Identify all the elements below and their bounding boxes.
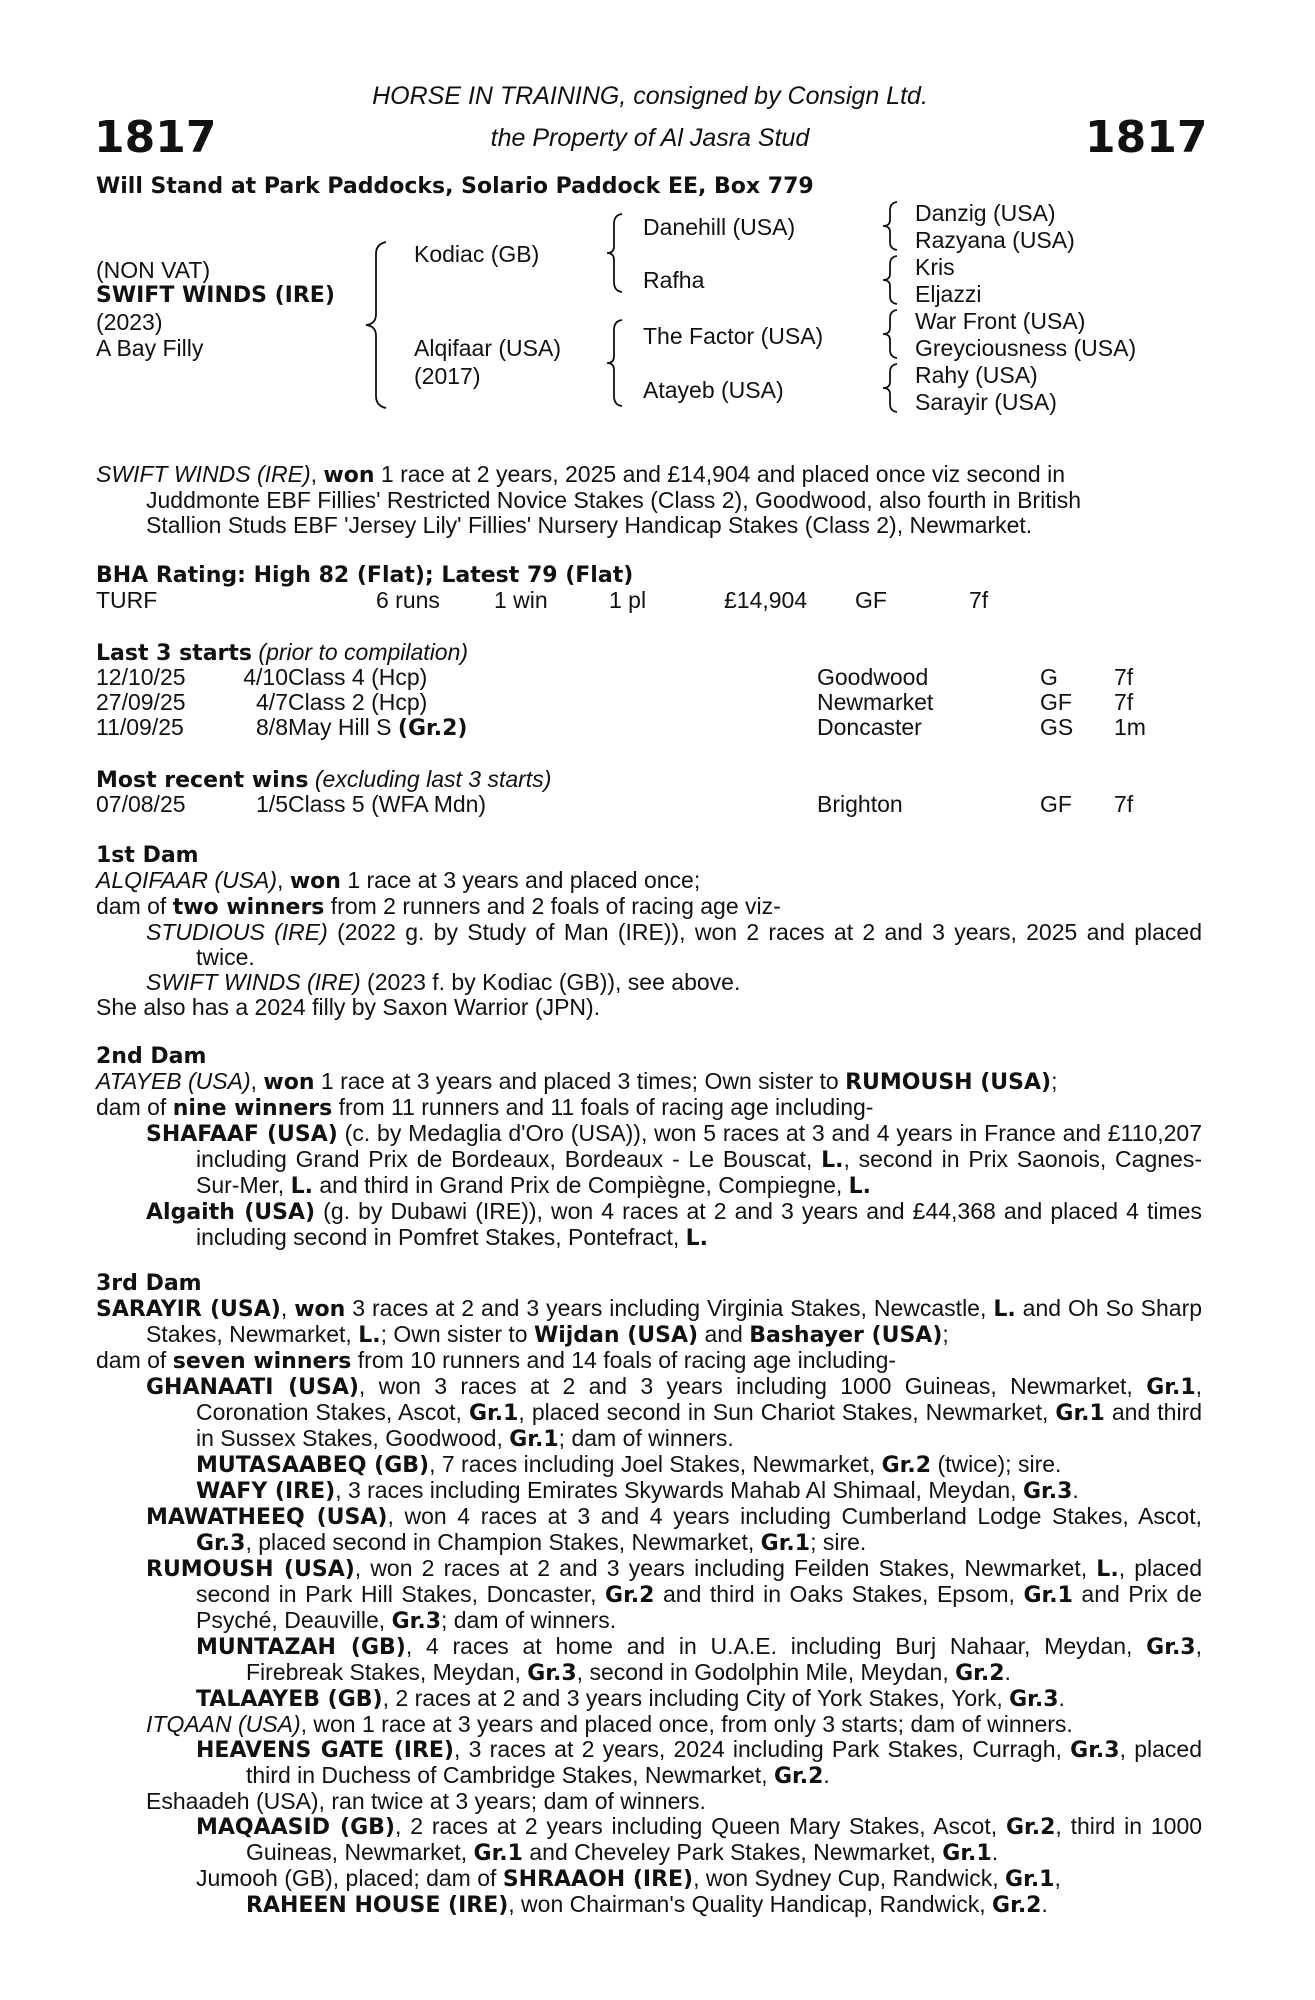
form-pos: 1/5: [256, 791, 288, 817]
second-dam-progeny-1: [96, 1121, 1202, 1199]
form-date: 07/08/25: [96, 791, 186, 817]
recent-wins-heading: [96, 767, 551, 793]
race-grade: Gr.3: [1146, 1635, 1196, 1660]
second-dam-produce-c: from 11 runners and 11 foals of racing age including-: [338, 1094, 874, 1120]
race-grade: Gr.1: [1023, 1583, 1073, 1608]
dam-sire-dam: Greyciousness (USA): [915, 335, 1137, 361]
lot-number-right: 1817: [1085, 112, 1208, 163]
race-grade: Gr.3: [1070, 1738, 1120, 1763]
form-row: [96, 665, 1196, 690]
form-course: Goodwood: [817, 664, 929, 690]
form-course: Newmarket: [817, 689, 934, 715]
third-dam-winners: seven winners: [172, 1349, 352, 1374]
form-pos: 8/8: [256, 714, 288, 740]
progeny-text: , 7 races including Joel Stakes, Newmarket,: [429, 1451, 876, 1477]
progeny-text: ; dam of winners.: [441, 1607, 617, 1633]
progeny-text: ; sire.: [810, 1529, 867, 1555]
third-dam-won: won: [294, 1297, 346, 1322]
lot-number-left: 1817: [94, 112, 217, 163]
progeny-text: , placed second in Sun Chariot Stakes, Newmarket,: [518, 1399, 1049, 1425]
race-grade: Gr.2: [992, 1893, 1042, 1918]
form-dist: 7f: [1114, 664, 1134, 690]
progeny-name: MUNTAZAH (GB): [196, 1635, 406, 1660]
progeny-text: , 4 races at home and in U.A.E. including Burj Nahaar, Meydan,: [405, 1633, 1133, 1659]
progeny-name: MAWATHEEQ (USA): [146, 1505, 388, 1530]
form-row: [96, 690, 1196, 715]
race-grade: Gr.1: [1005, 1867, 1055, 1892]
punct: .: [823, 1762, 830, 1788]
form-race: [288, 715, 467, 741]
first-dam-record: 1 race at 3 years and placed once;: [347, 867, 701, 893]
race-grade: Gr.3: [391, 1609, 442, 1634]
race-grade: L.: [821, 1148, 844, 1173]
progeny-text: (2023 f. by Kodiac (GB)), see above.: [367, 969, 741, 995]
progeny-text: , placed third in Duchess of Cambridge Stakes, Newmarket,: [246, 1736, 1203, 1788]
progeny-name: MUTASAABEQ (GB): [196, 1453, 430, 1478]
progeny-text: (twice); sire.: [937, 1451, 1062, 1477]
dam-dam-sire: Rahy (USA): [915, 362, 1038, 388]
dam-dam: Atayeb (USA): [643, 377, 784, 403]
progeny-text: , third in 1000 Guineas, Newmarket,: [246, 1813, 1203, 1865]
progeny-text: , won 3 races at 2 and 3 years including 1000 Guineas, Newmarket,: [358, 1373, 1133, 1399]
race-grade: Gr.2: [881, 1453, 932, 1478]
summary-text-1: 1 race at 2 years, 2025 and £14,904 and placed once viz second in: [380, 461, 1066, 487]
summary-text-2: Juddmonte EBF Fillies' Restricted Novice Stakes (Class 2), Goodwood, also fourth in British: [146, 487, 1081, 513]
sire-sire: Danehill (USA): [643, 214, 796, 240]
progeny-name: RUMOUSH (USA): [146, 1557, 355, 1582]
progeny-mawatheeq: [96, 1504, 1202, 1556]
sire-sire-sire: Danzig (USA): [915, 200, 1056, 226]
progeny-text: , 2 races at 2 years including Queen Mary Stakes, Ascot,: [395, 1813, 998, 1839]
second-dam-sister: RUMOUSH (USA): [845, 1070, 1052, 1095]
punct: ,: [1054, 1865, 1061, 1891]
rating-surface: TURF: [96, 587, 158, 613]
race-grade: Gr.1: [509, 1427, 559, 1452]
progeny-eshaadeh: Eshaadeh (USA), ran twice at 3 years; dam of winners.: [146, 1788, 706, 1814]
race-grade: L.: [685, 1226, 709, 1251]
punct: .: [1041, 1891, 1048, 1917]
first-dam-progeny-2: [96, 970, 1202, 995]
sire: Kodiac (GB): [414, 241, 540, 267]
form-date: 27/09/25: [96, 689, 186, 715]
second-dam-section: 2nd Dam ATAYEB (USA), won 1 race at 3 years and placed 3 times; Own sister to RUMOUSH (USA); dam of nine winners from 11 runners and 11 foals of racing age including- SHAFAAF (USA) (c. by Medaglia d'Oro (USA)), won 5 races at 3 and 4 years in France and £110,207 including Grand Prix de Bordeaux, Bordeaux - Le Bouscat, L., second in Prix Saonois, Cagnes-Sur-Mer, L. and third in Grand Prix de Compiègne, Compiegne, L. Algaith (USA) (g. by Dubawi (IRE)), won 4 races at 2 and 3 years and £44,368 and placed 4 times including second in Pomfret Stakes, Pontefract, L.: [96, 1044, 1203, 1251]
sire-dam-dam: Eljazzi: [915, 281, 982, 307]
summary-horse-name: SWIFT WINDS (IRE): [96, 461, 311, 487]
progeny-text: , placed second in Champion Stakes, Newmarket,: [245, 1529, 755, 1555]
horse-name: SWIFT WINDS (IRE): [96, 283, 335, 308]
progeny-text: , Coronation Stakes, Ascot,: [196, 1373, 1203, 1425]
race-grade: Gr.2: [1005, 1815, 1056, 1840]
progeny-text: , won 2 races at 2 and 3 years including Feilden Stakes, Newmarket,: [354, 1555, 1088, 1581]
progeny-text: (c. by Medaglia d'Oro (USA)), won 5 races at 3 and 4 years in France and £110,207 including Grand Prix de Bordeaux, Bordeaux - Le Bouscat,: [196, 1120, 1203, 1172]
progeny-text: , 3 races including Emirates Skywards Mahab Al Shimaal, Meydan,: [335, 1477, 1017, 1503]
rating-runs: 6 runs: [376, 587, 440, 613]
progeny-text: , won Sydney Cup, Randwick,: [693, 1865, 999, 1891]
form-race: Class 5 (WFA Mdn): [288, 791, 487, 817]
progeny-name: STUDIOUS (IRE): [146, 919, 328, 945]
progeny-mutasaabeq: [96, 1452, 1202, 1478]
sire-dam: Rafha: [643, 267, 705, 293]
rating-wins: 1 win: [494, 587, 548, 613]
progeny-raheen-house: [96, 1892, 1202, 1918]
form-going: G: [1040, 664, 1058, 690]
recent-wins-title: Most recent wins: [96, 768, 309, 793]
stand-location: Will Stand at Park Paddocks, Solario Paddock EE, Box 779: [96, 174, 814, 199]
sister-name: Wijdan (USA): [533, 1323, 699, 1348]
progeny-name: ITQAAN (USA): [146, 1711, 301, 1737]
progeny-text: , won 4 races at 3 and 4 years including Cumberland Lodge Stakes, Ascot,: [387, 1503, 1202, 1529]
dam-sire-sire: War Front (USA): [915, 308, 1086, 334]
progeny-text: and Prix de Psyché, Deauville,: [196, 1581, 1202, 1633]
progeny-maqaasid: [96, 1814, 1202, 1866]
form-pos: 4/10: [243, 664, 288, 690]
progeny-name: GHANAATI (USA): [146, 1375, 359, 1400]
third-dam-section: [96, 1271, 1202, 1918]
summary-won: won: [323, 463, 375, 488]
race-grade: Gr.2: [955, 1661, 1005, 1686]
second-dam-winners: nine winners: [172, 1096, 333, 1121]
form-date: 12/10/25: [96, 664, 186, 690]
progeny-muntazah: [96, 1634, 1202, 1686]
form-going: GF: [1040, 689, 1072, 715]
pedigree-brace-dam: [604, 318, 628, 408]
dam: Alqifaar (USA): [414, 335, 561, 361]
race-grade: Gr.3: [1022, 1479, 1073, 1504]
form-grade: (Gr.2): [397, 716, 468, 741]
progeny-text: and Cheveley Park Stakes, Newmarket,: [529, 1839, 936, 1865]
pedigree-brace-main: [362, 240, 392, 410]
form-dist: 7f: [1114, 791, 1134, 817]
form-going: GF: [1040, 791, 1072, 817]
progeny-name: Algaith (USA): [146, 1200, 316, 1225]
first-dam-produce-a: dam of: [96, 893, 167, 919]
third-dam-produce-a: dam of: [96, 1347, 167, 1373]
third-dam-record: SARAYIR (USA), won 3 races at 2 and 3 years including Virginia Stakes, Newcastle, L. and Oh So Sharp Stakes, Newmarket, L.; Own sister to Wijdan (USA) and Bashayer (USA);: [96, 1295, 1203, 1348]
progeny-text: , 3 races at 2 years, 2024 including Park Stakes, Curragh,: [454, 1736, 1062, 1762]
punct: .: [1072, 1477, 1079, 1503]
race-summary: SWIFT WINDS (IRE), won 1 race at 2 years, 2025 and £14,904 and placed once viz second in Juddmonte EBF Fillies' Restricted Novice Stakes (Class 2), Goodwood, also fourth in British Stallion Studs EBF 'Jersey Lily' Fillies' Nursery Handicap Stakes (Class 2), Newmarket.: [96, 462, 1202, 538]
progeny-text: and third in Oaks Stakes, Epsom,: [662, 1581, 1015, 1607]
recent-wins-note: (excluding last 3 starts): [314, 766, 552, 792]
progeny-text: , second in Godolphin Mile, Meydan,: [576, 1659, 949, 1685]
progeny-rumoush: [96, 1556, 1202, 1634]
race-grade: L.: [290, 1174, 313, 1199]
first-dam-note: She also has a 2024 filly by Saxon Warrior (JPN).: [96, 994, 601, 1020]
progeny-text: , won 1 race at 3 years and placed once, from only 3 starts; dam of winners.: [300, 1711, 1073, 1737]
progeny-text: and third in Grand Prix de Compiègne, Compiegne,: [319, 1172, 843, 1198]
progeny-ghanaati: [96, 1374, 1202, 1452]
progeny-name: MAQAASID (GB): [196, 1815, 395, 1840]
punct: .: [1004, 1659, 1011, 1685]
summary-text-3: Stallion Studs EBF 'Jersey Lily' Fillies' Nursery Handicap Stakes (Class 2), Newmarket.: [146, 512, 1033, 538]
progeny-text: , won Chairman's Quality Handicap, Randwick,: [508, 1891, 986, 1917]
race-grade: L.: [993, 1297, 1016, 1322]
punct: ;: [1051, 1068, 1058, 1094]
progeny-name: SWIFT WINDS (IRE): [146, 969, 361, 995]
record-text: 3 races at 2 and 3 years including Virginia Stakes, Newcastle,: [352, 1295, 987, 1321]
second-dam-heading: 2nd Dam: [96, 1044, 207, 1069]
second-dam-record: 1 race at 3 years and placed 3 times; Own sister to: [320, 1068, 839, 1094]
horse-vat: (NON VAT): [96, 257, 211, 283]
form-course: Brighton: [817, 791, 903, 817]
progeny-name: WAFY (IRE): [196, 1479, 336, 1504]
sire-sire-dam: Razyana (USA): [915, 227, 1075, 253]
progeny-text: , placed second in Park Hill Stakes, Doncaster,: [196, 1555, 1202, 1607]
race-grade: Gr.1: [942, 1841, 992, 1866]
rating-earnings: £14,904: [724, 587, 808, 613]
dam-year: (2017): [414, 363, 481, 389]
progeny-text: Jumooh (GB), placed; dam of: [196, 1865, 497, 1891]
third-dam-produce-c: from 10 runners and 14 foals of racing age including-: [357, 1347, 897, 1373]
third-dam-heading: 3rd Dam: [96, 1271, 202, 1296]
first-dam-progeny-1: [96, 920, 1202, 970]
horse-year: (2023): [96, 309, 163, 335]
dam-dam-dam: Sarayir (USA): [915, 389, 1057, 415]
race-grade: Gr.1: [1055, 1401, 1105, 1426]
last-starts-title: Last 3 starts: [96, 641, 253, 666]
last-starts-note: (prior to compilation): [258, 639, 469, 665]
race-grade: L.: [848, 1174, 872, 1199]
punct: .: [991, 1839, 999, 1865]
race-grade: Gr.1: [760, 1531, 811, 1556]
third-dam-name: SARAYIR (USA): [96, 1297, 281, 1322]
rating-placed: 1 pl: [609, 587, 647, 613]
first-dam-winners: two winners: [172, 895, 325, 920]
punct: .: [1058, 1685, 1065, 1711]
second-dam-progeny-2: [96, 1199, 1202, 1251]
race-grade: Gr.3: [527, 1661, 577, 1686]
horse-description: A Bay Filly: [96, 335, 204, 361]
form-dist: 7f: [1114, 689, 1134, 715]
race-grade: L.: [358, 1323, 381, 1348]
progeny-jumooh: [96, 1866, 1202, 1892]
record-text: ; Own sister to: [380, 1321, 528, 1347]
race-grade: Gr.3: [196, 1531, 246, 1556]
progeny-text: (g. by Dubawi (IRE)), won 4 races at 2 and 3 years and £44,368 and placed 4 times including second in Pomfret Stakes, Pontefract,: [196, 1198, 1202, 1250]
race-grade: L.: [1096, 1557, 1119, 1582]
progeny-wafy: [96, 1478, 1202, 1504]
record-text: and Oh So Sharp Stakes, Newmarket,: [146, 1295, 1203, 1347]
progeny-heavens-gate: [96, 1737, 1202, 1789]
second-dam-won: won: [263, 1070, 315, 1095]
pedigree-brace-sd: [880, 254, 902, 306]
progeny-talaayeb: [96, 1686, 1202, 1712]
first-dam-produce-c: from 2 runners and 2 foals of racing age viz-: [330, 893, 781, 919]
race-grade: Gr.2: [605, 1583, 655, 1608]
form-dist: 1m: [1114, 714, 1146, 740]
bha-rating-heading: BHA Rating: High 82 (Flat); Latest 79 (Flat): [96, 563, 634, 588]
rating-going: GF: [855, 587, 887, 613]
progeny-text: , Firebreak Stakes, Meydan,: [246, 1633, 1202, 1685]
form-row: [96, 715, 1196, 740]
progeny-text: and third in Sussex Stakes, Goodwood,: [196, 1399, 1203, 1451]
first-dam-section: 1st Dam ALQIFAAR (USA), won 1 race at 3 years and placed once; dam of two winners from 2 runners and 2 foals of racing age viz- STUDIOUS (IRE) (2022 g. by Study of Man (IRE)), won 2 races at 2 and 3 years, 2025 and placed twice. SWIFT WINDS (IRE) (2023 f. by Kodiac (GB)), see above. She also has a 2024 filly by Saxon Warrior (JPN).: [96, 843, 1203, 1020]
race-grade: Gr.3: [1009, 1687, 1059, 1712]
first-dam-name: ALQIFAAR (USA): [96, 867, 278, 893]
progeny-text: (2022 g. by Study of Man (IRE)), won 2 races at 2 and 3 years, 2025 and placed twice.: [196, 919, 1203, 970]
progeny-text: ; dam of winners.: [558, 1425, 734, 1451]
form-pos: 4/7: [256, 689, 288, 715]
progeny-name: RAHEEN HOUSE (IRE): [246, 1893, 509, 1918]
pedigree-brace-ds: [880, 308, 902, 360]
pedigree-brace-sire: [604, 212, 628, 294]
race-grade: Gr.1: [1146, 1375, 1196, 1400]
header-line2: the Property of Al Jasra Stud: [490, 124, 810, 152]
record-text: and: [704, 1321, 743, 1347]
first-dam-heading: 1st Dam: [96, 843, 199, 868]
last-starts-heading: [96, 640, 468, 666]
form-row: [96, 792, 1196, 817]
race-grade: Gr.1: [473, 1841, 523, 1866]
second-dam-produce-a: dam of: [96, 1094, 167, 1120]
header-line1: HORSE IN TRAINING, consigned by Consign Ltd.: [372, 82, 928, 110]
sire-dam-sire: Kris: [915, 254, 955, 280]
second-dam-name: ATAYEB (USA): [96, 1068, 251, 1094]
form-race-name: May Hill S: [288, 714, 392, 740]
progeny-name: SHRAAOH (IRE): [502, 1867, 694, 1892]
progeny-name: HEAVENS GATE (IRE): [196, 1738, 454, 1763]
form-race: Class 4 (Hcp): [288, 664, 428, 690]
progeny-name: TALAAYEB (GB): [196, 1687, 383, 1712]
race-grade: Gr.2: [773, 1764, 824, 1789]
form-race: Class 2 (Hcp): [288, 689, 428, 715]
form-date: 11/09/25: [96, 714, 184, 740]
first-dam-won: won: [289, 869, 341, 894]
rating-row: [96, 588, 1196, 613]
progeny-itqaan: [96, 1712, 1202, 1737]
pedigree-brace-ss: [880, 200, 902, 252]
sister-name: Bashayer (USA): [749, 1323, 943, 1348]
race-grade: Gr.1: [468, 1401, 519, 1426]
rating-distance: 7f: [969, 587, 989, 613]
punct: ;: [942, 1321, 949, 1347]
progeny-text: , 2 races at 2 and 3 years including City of York Stakes, York,: [382, 1685, 1003, 1711]
pedigree-brace-dd: [880, 362, 902, 414]
dam-sire: The Factor (USA): [643, 323, 824, 349]
form-course: Doncaster: [817, 714, 922, 740]
progeny-text: , second in Prix Saonois, Cagnes-Sur-Mer,: [196, 1146, 1202, 1198]
progeny-name: SHAFAAF (USA): [146, 1122, 338, 1147]
form-going: GS: [1040, 714, 1074, 740]
